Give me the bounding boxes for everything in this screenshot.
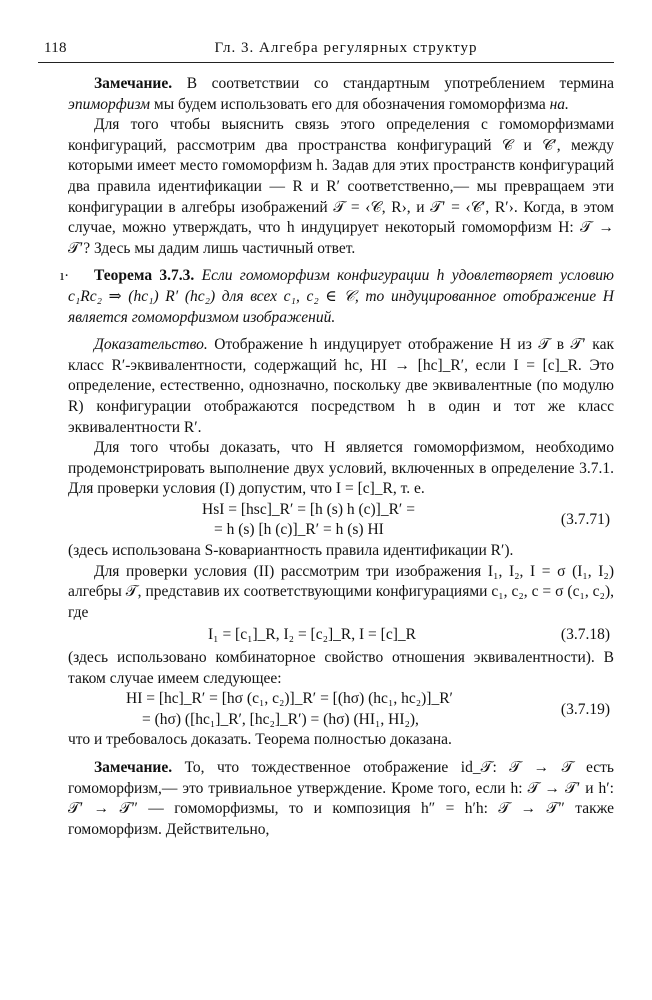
theorem-paragraph (60, 266, 614, 328)
equation-3-7-71-text1: HsI = [hsc]_R′ = [h (s) h (c)]_R′ = (202, 500, 415, 518)
proof-paragraph (68, 335, 614, 438)
equation-3-7-18-text: I₁ = [c₁]_R, I₂ = [c₂]_R, I = [c]_R (208, 626, 416, 644)
equation-3-7-19-line1 (68, 689, 614, 710)
equation-3-7-18 (68, 625, 614, 646)
equation-3-7-71-line1 (68, 500, 614, 521)
remark-2-text: То, что тождественное отображение id_𝒯: 𝒯 → 𝒯 есть гомоморфизм,— это тривиальное утверждение. Кроме того, если h: 𝒯 → 𝒯′ и h′: 𝒯′ → 𝒯″ — гомоморфизмы, то и композиция h″ = h′h: 𝒯 → 𝒯″ также гомоморфизм. Действительно, (68, 759, 614, 838)
remark-paragraph (68, 74, 614, 115)
paragraph-3: (здесь использована S-ковариантность правила идентификации R′). (68, 542, 514, 560)
equation-number: (3.7.71) (560, 511, 610, 529)
term-epimorphism: эпиморфизм (68, 95, 151, 113)
equation-3-7-19-text2: = (hσ) ([hc₁]_R′, [hc₂]_R′) = (hσ) (HI₁, HI₂), (142, 710, 419, 728)
margin-mark: ı· (60, 268, 70, 285)
equation-3-7-71-text2: = h (s) [h (c)]_R′ = h (s) HI (214, 521, 384, 539)
page-number: 118 (44, 40, 67, 56)
proof-label: Доказательство. (94, 336, 208, 354)
proof-text: Отображение h индуцирует отображение H из 𝒯 в 𝒯′ как класс R′-эквивалентности, содержащий hc, HI → [hc]_R′, если I = [c]_R. Это определение, естественно, однозначно, поскольку две эквивалентные (по модулю R) конфигурации отображаются посредством h в один и тот же класс эквивалентности R′. (68, 336, 614, 436)
equation-number: (3.7.18) (560, 626, 610, 644)
running-header (38, 38, 614, 58)
equation-3-7-19-text1: HI = [hc]_R′ = [hσ (c₁, c₂)]_R′ = [(hσ) (hc₁, hc₂)]_R′ (126, 690, 453, 708)
remark-text-b: мы будем использовать его для обозначения гомоморфизма (150, 95, 550, 113)
header-rule (38, 62, 614, 63)
remark-2-label: Замечание. (94, 759, 173, 776)
theorem-label: Теорема 3.7.3. (94, 267, 195, 285)
theorem-text: Если гомоморфизм конфигурации h удовлетворяет условию c₁Rc₂ ⇒ (hc₁) R′ (hc₂) для всех c₁, c₂ ∈ 𝒞, то индуцированное отображение H является гомоморфизмом изображений. (68, 267, 614, 326)
paragraph-6: что и требовалось доказать. Теорема полностью доказана. (68, 731, 452, 749)
equation-3-7-19-line2 (68, 700, 614, 731)
remark-2-paragraph (68, 758, 614, 840)
paragraph-5: (здесь использовано комбинаторное свойство отношения эквивалентности). В таком случае имеем следующее: (68, 649, 614, 687)
paragraph-1: Для того чтобы выяснить связь этого определения с гомоморфизмами конфигураций, рассмотрим два пространства конфигураций 𝒞 и 𝒞′, между которыми имеет место гомоморфизм h. Задав для этих пространств конфигураций два правила идентификации — R и R′ соответственно,— мы превращаем эти конфигурации в алгебры изображений 𝒯 = ‹𝒞, R›, и 𝒯′ = ‹𝒞′, R′›. Когда, в этом случае, можно утверждать, что h индуцирует некоторый гомоморфизм H: 𝒯 → 𝒯′? Здесь мы дадим лишь частичный ответ. (68, 116, 614, 257)
paragraph-2: Для того чтобы доказать, что H является гомоморфизмом, необходимо продемонстрировать выполнение двух условий, включенных в определение 3.7.1. Для проверки условия (I) допустим, что I = [c]_R, т. е. (68, 439, 614, 498)
remark-label: Замечание. (94, 75, 173, 92)
equation-3-7-71-line2 (68, 511, 614, 541)
chapter-title: Гл. 3. Алгебра регулярных структур (214, 40, 478, 56)
page-body (60, 74, 614, 840)
paragraph-4: Для проверки условия (II) рассмотрим три изображения I₁, I₂, I = σ (I₁, I₂) алгебры 𝒯, представив их соответствующими конфигурациями c₁, c₂, c = σ (c₁, c₂), где (68, 562, 614, 621)
term-onto: на. (549, 95, 569, 113)
equation-number: (3.7.19) (560, 700, 610, 718)
remark-text-a: В соответствии со стандартным употреблением термина (172, 75, 614, 92)
